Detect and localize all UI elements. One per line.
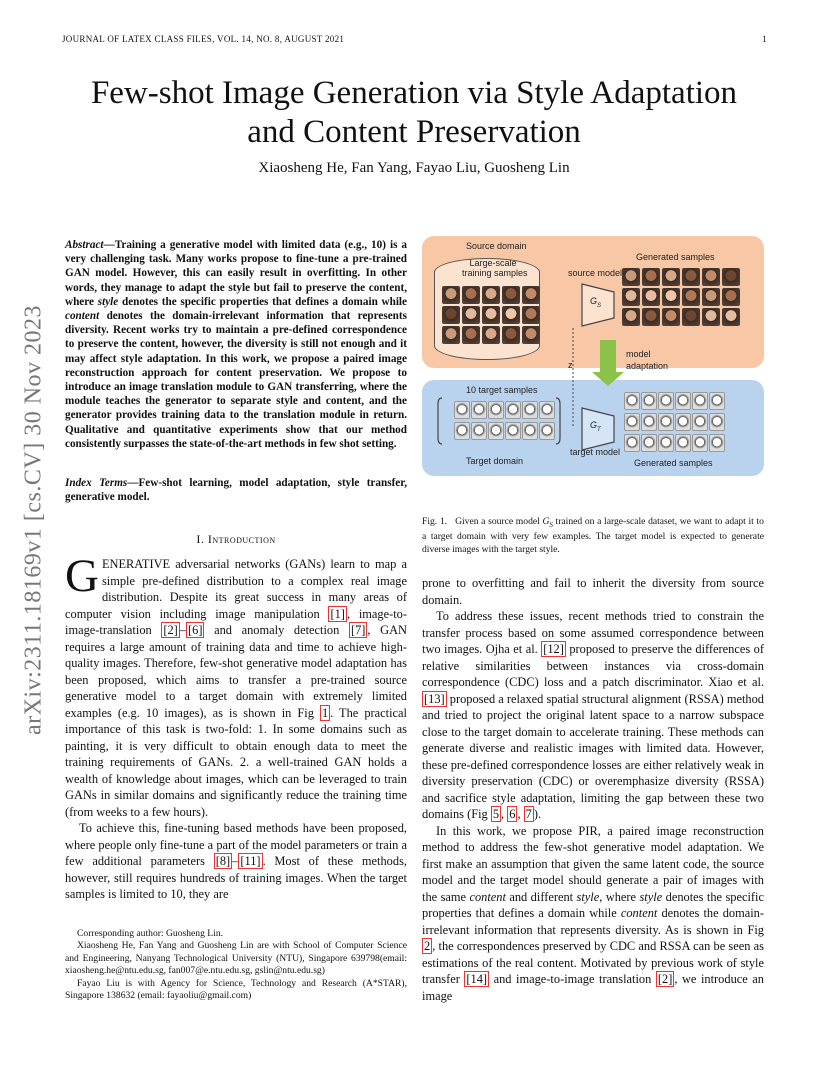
target-domain-label: Target domain — [466, 456, 524, 466]
citation-link[interactable]: [11] — [240, 854, 261, 868]
introduction-right — [422, 575, 764, 1004]
face-thumbnail — [662, 268, 680, 286]
face-thumbnail — [662, 308, 680, 326]
adaptation-arrow-head — [592, 372, 624, 386]
face-thumbnail — [442, 306, 460, 324]
sketch-thumbnail — [624, 413, 640, 431]
sketch-thumbnail — [709, 434, 725, 452]
citation-link[interactable]: [2] — [657, 972, 673, 986]
figure-link[interactable]: 5 — [492, 807, 500, 821]
adaptation-word: adaptation — [626, 361, 669, 371]
face-thumbnail — [462, 286, 480, 304]
sketch-thumbnail — [658, 434, 674, 452]
face-thumbnail — [662, 288, 680, 306]
source-face-grid — [442, 286, 540, 344]
face-thumbnail — [722, 288, 740, 306]
section-heading-text: I. Introduction — [196, 532, 276, 546]
intro-paragraph-1 — [65, 550, 407, 820]
sketch-thumbnail — [692, 413, 708, 431]
citation-link[interactable]: [13] — [424, 691, 445, 706]
model-adaptation-label — [626, 348, 668, 372]
sketch-thumbnail — [488, 422, 504, 440]
abstract-style-word: style — [97, 295, 119, 308]
intro-text: – — [232, 854, 239, 868]
generated-samples-top-label: Generated samples — [636, 252, 715, 262]
sketch-thumbnail — [539, 401, 555, 419]
right-text: , we introduce an image — [422, 972, 765, 1003]
sketch-thumbnail — [692, 392, 708, 410]
sketch-thumbnail — [658, 392, 674, 410]
citation-link[interactable]: [6] — [188, 623, 203, 637]
face-thumbnail — [682, 288, 700, 306]
face-thumbnail — [522, 326, 540, 344]
sketch-thumbnail — [624, 392, 640, 410]
face-thumbnail — [482, 286, 500, 304]
right-text: and image-to-image translation — [489, 972, 656, 986]
footnote-affiliation-1: Xiaosheng He, Fan Yang and Guosheng Lin are with School of Computer Science and Engineering, Nanyang Technological University (NTU), Singapore 639798(email: xiaosheng.he@ntu.edu.sg, fan007@e.ntu.edu.sg, gslin@ntu.edu.sg) — [65, 940, 407, 977]
face-thumbnail — [642, 308, 660, 326]
sketch-thumbnail — [454, 401, 470, 419]
large-scale-line-1: Large-scale — [469, 258, 517, 268]
style-word: style — [639, 889, 663, 904]
caption-label: Fig. 1. — [422, 516, 448, 527]
source-domain-label: Source domain — [466, 241, 527, 251]
right-text: , where — [599, 889, 640, 904]
target-face-grid — [454, 401, 553, 440]
intro-text: , image-to-image-translation — [65, 606, 407, 637]
content-word: content — [620, 906, 658, 920]
title-line-1: Few-shot Image Generation via Style Adaptation — [90, 75, 738, 111]
right-text: denotes the specific properties that defines a domain while — [422, 889, 764, 920]
footnote-corresponding: Corresponding author: Guosheng Lin. — [77, 928, 224, 939]
sketch-thumbnail — [522, 401, 538, 419]
face-thumbnail — [642, 288, 660, 306]
source-model-label: source model — [568, 268, 623, 278]
face-thumbnail — [682, 268, 700, 286]
gs-label — [590, 296, 601, 309]
large-scale-line-2: training samples — [462, 268, 528, 278]
face-thumbnail — [722, 268, 740, 286]
right-text: , — [517, 807, 524, 821]
face-thumbnail — [722, 308, 740, 326]
continued-paragraph: prone to overfitting and fail to inherit the diversity from source domain. — [422, 576, 764, 607]
caption-gs: G — [542, 516, 550, 527]
intro-text: . Most of these methods, however, still requires hundreds of training images. When the target samples is limited to 10, they are — [65, 854, 407, 901]
sketch-thumbnail — [522, 422, 538, 440]
figure-caption — [422, 516, 764, 556]
sketch-thumbnail — [539, 422, 555, 440]
right-text: , — [501, 807, 508, 821]
figure-link[interactable]: 2 — [424, 939, 431, 953]
face-thumbnail — [682, 308, 700, 326]
intro-text: , GAN requires a large amount of training data and time to achieve high-quality images. Therefore, few-shot generative model adaptation has been proposed, which aims to transfer a pre-trained source generative model to a target domain with extremely limited examples (e.g. 10 images), as is shown in Fig — [65, 623, 407, 720]
face-thumbnail — [502, 286, 520, 304]
face-thumbnail — [482, 306, 500, 324]
gt-letter: G — [590, 420, 598, 430]
face-thumbnail — [502, 326, 520, 344]
ten-target-label: 10 target samples — [466, 385, 538, 395]
authors: Xiaosheng He, Fan Yang, Fayao Liu, Guosheng Lin — [258, 160, 570, 176]
face-thumbnail — [622, 268, 640, 286]
intro-text: . The practical importance of this task is two-fold: 1. In some domains such as painting, it is very difficult to obtain enough data to meet the training requirements of GANs. 2. a well-trained GAN holds a wealth of knowledge about images, which can be leveraged to train GANs in similar domains and significantly reduce the training time (from weeks to a few hours). — [65, 705, 407, 819]
abstract-text-2: denotes the specific properties that defines a domain while — [118, 295, 408, 308]
intro-text: and anomaly detection — [204, 623, 349, 637]
latent-line — [568, 328, 578, 428]
figure-link[interactable]: 1 — [321, 705, 329, 720]
face-thumbnail — [702, 268, 720, 286]
citation-link[interactable]: [8] — [215, 854, 231, 868]
page-number: 1 — [762, 34, 767, 44]
sketch-thumbnail — [471, 422, 487, 440]
sketch-thumbnail — [505, 401, 521, 419]
right-text: In this work, we propose PIR, a paired image reconstruction method to address the few-shot generative model adaptation. We first make an assumption that given the same latent code, the source model and the target model should generate a pair of images with the same — [422, 823, 764, 904]
sketch-thumbnail — [641, 434, 657, 452]
adaptation-arrow-shaft — [600, 340, 616, 374]
target-model-label: target model — [570, 447, 621, 457]
abstract — [65, 238, 407, 451]
paper-title — [40, 74, 788, 152]
generated-face-grid — [622, 268, 740, 326]
face-thumbnail — [522, 306, 540, 324]
face-thumbnail — [622, 308, 640, 326]
index-terms — [65, 476, 407, 504]
sketch-thumbnail — [675, 392, 691, 410]
abstract-label: Abstract — [65, 239, 104, 251]
arxiv-stamp — [14, 280, 54, 760]
right-text: To address these issues, recent methods tried to constrain the transfer process based on some assumed correspondence between two images. Ojha et al. — [422, 609, 764, 656]
citation-link[interactable]: [1] — [330, 606, 345, 621]
sketch-thumbnail — [505, 422, 521, 440]
arxiv-stamp-text: arXiv:2311.18169v1 [cs.CV] 30 Nov 2023 — [20, 304, 47, 736]
face-thumbnail — [482, 326, 500, 344]
gs-letter: G — [590, 296, 598, 306]
sketch-thumbnail — [641, 392, 657, 410]
large-scale-label — [462, 258, 528, 278]
style-word: style — [576, 889, 600, 904]
right-text: denotes the domain-irrelevant information that represents diversity. As is shown in Fig — [422, 906, 764, 937]
model-word: model — [626, 349, 651, 359]
right-text: proposed to preserve the differences of relative similarities between instances via cross-domain correspondence (CDC) loss and a patch discriminator. Xiao et al. — [422, 642, 764, 689]
title-line-2: and Content Preservation — [247, 114, 581, 150]
right-text: proposed a relaxed spatial structural alignment (RSSA) method and tried to project the original latent space to a narrow subspace close to the target domain to accelerate training. These methods can generate diverse and realistic images with limited data. However, these pre-defined correspondence losses are either relatively weak in diversity preservation (CDC) or overemphasize diversity (RSSA) and sacrifice style adaptation, limiting the gap between these two domains (Fig — [422, 691, 764, 821]
right-text: ). — [533, 807, 542, 821]
sketch-thumbnail — [692, 434, 708, 452]
gs-sub: S — [597, 302, 602, 309]
caption-gs-sub: S — [549, 520, 553, 529]
gt-label — [590, 420, 601, 433]
intro-text: – — [179, 623, 186, 637]
intro-text: To achieve this, fine-tuning based methods have been proposed, where people only fine-tune a part of the model parameters or train a few additional parameters — [65, 821, 407, 868]
sketch-thumbnail — [471, 401, 487, 419]
right-paragraph-1 — [422, 608, 764, 823]
face-thumbnail — [702, 288, 720, 306]
figure-link[interactable]: 7 — [525, 807, 532, 821]
introduction-left — [65, 550, 407, 903]
intro-text: ENERATIVE adversarial networks (GANs) learn to map a simple pre-defined distribution to a complex real image distribution. Despite its great success in many areas of computer vision including image manipulation — [65, 557, 407, 621]
face-thumbnail — [522, 286, 540, 304]
index-terms-text: —Few-shot learning, model adaptation, style transfer, generative model. — [65, 477, 407, 504]
citation-link[interactable]: [2] — [163, 623, 178, 637]
face-thumbnail — [442, 326, 460, 344]
right-paragraph-2 — [422, 823, 764, 1005]
sketch-thumbnail — [675, 434, 691, 452]
journal-name: JOURNAL OF LATEX CLASS FILES, VOL. 14, NO. 8, AUGUST 2021 — [62, 34, 345, 44]
caption-text-1: Given a source model — [455, 516, 543, 527]
figure-1 — [422, 236, 764, 476]
sketch-thumbnail — [488, 401, 504, 419]
dropcap: G — [65, 550, 99, 602]
generated-samples-bottom-label: Generated samples — [634, 458, 713, 468]
face-thumbnail — [442, 286, 460, 304]
section-heading — [65, 532, 407, 547]
gt-sub: T — [597, 426, 601, 433]
face-thumbnail — [622, 288, 640, 306]
sketch-thumbnail — [454, 422, 470, 440]
citation-link[interactable]: [14] — [466, 972, 488, 986]
face-thumbnail — [502, 306, 520, 324]
face-thumbnail — [642, 268, 660, 286]
sketch-thumbnail — [709, 413, 725, 431]
citation-link[interactable]: [7] — [350, 623, 366, 637]
sketch-thumbnail — [675, 413, 691, 431]
figure-link[interactable]: 6 — [509, 807, 516, 821]
face-thumbnail — [462, 326, 480, 344]
generated-sketch-grid — [624, 392, 723, 452]
sketch-thumbnail — [658, 413, 674, 431]
abstract-text-1: —Training a generative model with limited data (e.g., 10) is a very challenging task. Many works propose to fine-tune a pre-trained GAN model. However, this can easily result in overfitting. In other words, they manage to adapt the style but fail to preserve the content, where — [65, 239, 407, 308]
abstract-content-word: content — [65, 310, 100, 323]
sketch-thumbnail — [709, 392, 725, 410]
footnote — [65, 928, 407, 1002]
caption-text-2: trained on a large-scale dataset, we want to adapt it to a target domain with very few examples. The target model is expected to generate diverse images with the target style. — [422, 516, 764, 555]
intro-paragraph-2 — [65, 820, 407, 903]
right-text: , the correspondences preserved by CDC and RSSA can be seen as estimations of the real content. Motivated by previous work of style transfer — [422, 939, 764, 986]
face-thumbnail — [702, 308, 720, 326]
sketch-thumbnail — [641, 413, 657, 431]
citation-link[interactable]: [12] — [543, 642, 564, 656]
content-word: content — [469, 889, 506, 904]
face-thumbnail — [462, 306, 480, 324]
z-label: z — [568, 360, 573, 370]
footnote-affiliation-2: Fayao Liu is with Agency for Science, Technology and Research (A*STAR), Singapore 138632 (email: fayaoliu@gmail.com) — [65, 977, 407, 1002]
sketch-thumbnail — [624, 434, 640, 452]
index-terms-label: Index Terms — [65, 477, 128, 489]
right-text: and different — [505, 889, 577, 904]
abstract-text-3: denotes the domain-irrelevant information that represents diversity. Recent works try to maintain a pre-defined correspondence to preserve the content, however, the diversity is still not enough and it may affect style adaptation. In this work, we propose a paired image reconstruction approach for content preservation. We propose to introduce an image translation module to GAN transferring, where the module teaches the generator to separate style and content, and the generator provides training data to the translation module in return. Qualitative and quantitative experiments show that our method consistently surpasses the state-of-the-art methods in few shot setting. — [65, 310, 407, 450]
running-header — [62, 34, 767, 44]
